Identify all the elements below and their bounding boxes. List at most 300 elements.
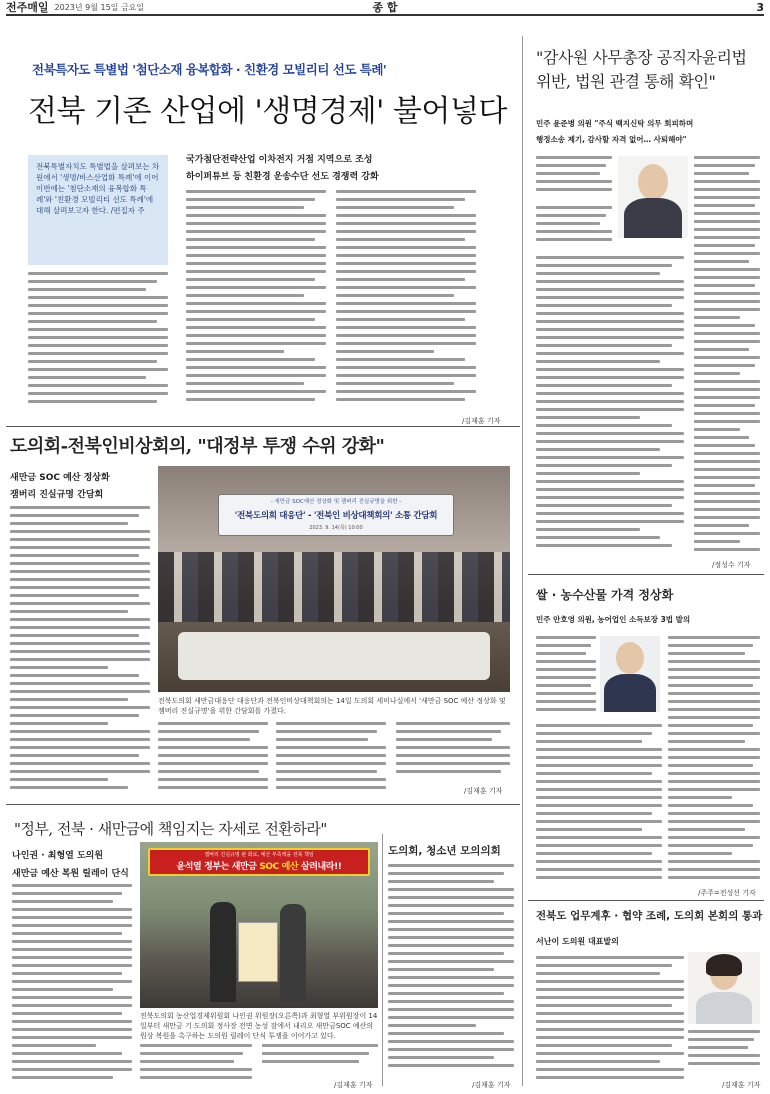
banner-highlight: SOC 예산 <box>259 862 299 872</box>
text-line <box>536 206 612 209</box>
text-line <box>10 634 139 637</box>
story7-body-col1 <box>536 956 684 1084</box>
text-line <box>536 528 640 531</box>
text-line <box>536 280 684 283</box>
text-line <box>694 452 760 455</box>
text-line <box>336 278 465 281</box>
masthead <box>6 0 764 16</box>
text-line <box>536 336 684 339</box>
text-line <box>186 254 326 257</box>
text-line <box>694 260 749 263</box>
text-line <box>10 626 150 629</box>
text-line <box>10 754 139 757</box>
text-line <box>668 812 760 815</box>
text-line <box>536 368 684 371</box>
text-line <box>536 448 660 451</box>
text-line <box>694 180 760 183</box>
text-line <box>668 692 760 695</box>
text-line <box>158 738 250 741</box>
text-line <box>186 206 304 209</box>
text-line <box>388 1064 514 1067</box>
story2-body-col3 <box>276 722 386 796</box>
text-line <box>694 324 755 327</box>
text-line <box>388 1000 514 1003</box>
text-line <box>276 754 386 757</box>
text-line <box>388 888 514 891</box>
text-line <box>10 538 150 541</box>
text-line <box>536 156 612 159</box>
text-line <box>388 1032 504 1035</box>
text-line <box>158 778 268 781</box>
text-line <box>694 484 755 487</box>
text-line <box>10 738 150 741</box>
text-line <box>12 948 132 951</box>
text-line <box>536 238 612 241</box>
text-line <box>536 988 684 991</box>
text-line <box>186 238 315 241</box>
text-line <box>276 746 386 749</box>
text-line <box>396 770 501 773</box>
text-line <box>336 350 434 353</box>
text-line <box>12 972 122 975</box>
text-line <box>10 714 139 717</box>
text-line <box>12 884 132 887</box>
text-line <box>536 264 672 267</box>
text-line <box>536 852 652 855</box>
text-line <box>10 554 139 557</box>
text-line <box>388 968 494 971</box>
text-line <box>10 658 150 661</box>
divider <box>528 574 764 575</box>
text-line <box>388 920 514 923</box>
text-line <box>694 164 755 167</box>
text-line <box>536 1052 684 1055</box>
text-line <box>10 698 128 701</box>
text-line <box>10 586 150 589</box>
text-line <box>12 996 132 999</box>
text-line <box>536 1036 684 1039</box>
text-line <box>536 1028 684 1031</box>
text-line <box>694 220 760 223</box>
text-line <box>536 836 662 839</box>
text-line <box>536 1076 684 1079</box>
protester-left <box>210 902 236 1002</box>
text-line <box>28 360 157 363</box>
text-line <box>694 212 760 215</box>
text-line <box>536 844 662 847</box>
text-line <box>158 746 268 749</box>
story2-meeting-photo <box>158 466 510 692</box>
text-line <box>388 1048 514 1051</box>
text-line <box>668 780 760 783</box>
text-line <box>12 908 132 911</box>
text-line <box>668 740 745 743</box>
text-line <box>336 206 454 209</box>
text-line <box>694 308 760 311</box>
text-line <box>12 932 122 935</box>
text-line <box>694 532 760 535</box>
text-line <box>186 302 326 305</box>
text-line <box>536 668 596 671</box>
text-line <box>396 754 510 757</box>
text-line <box>140 1052 243 1055</box>
text-line <box>12 956 132 959</box>
story7-body-col2 <box>688 1030 760 1074</box>
text-line <box>396 746 510 749</box>
text-line <box>388 960 514 963</box>
text-line <box>694 252 760 255</box>
text-line <box>536 488 684 491</box>
text-line <box>28 272 168 275</box>
text-line <box>536 876 662 879</box>
divider <box>6 426 520 427</box>
text-line <box>668 644 753 647</box>
text-line <box>536 636 596 639</box>
text-line <box>276 762 386 765</box>
text-line <box>694 508 760 511</box>
text-line <box>694 548 760 551</box>
text-line <box>536 1068 684 1071</box>
text-line <box>12 916 132 919</box>
text-line <box>12 1052 122 1055</box>
text-line <box>536 416 640 419</box>
text-line <box>10 594 139 597</box>
text-line <box>536 772 652 775</box>
text-line <box>536 504 672 507</box>
story2-byline: /김재훈 기자 <box>464 787 503 795</box>
text-line <box>694 516 760 519</box>
text-line <box>536 980 684 983</box>
portrait-face <box>616 642 644 674</box>
meeting-banner <box>218 494 454 536</box>
text-line <box>694 300 760 303</box>
text-line <box>158 770 259 773</box>
text-line <box>536 312 684 315</box>
issue-date: 2023년 9월 15일 금요일 <box>54 2 145 12</box>
text-line <box>668 788 760 791</box>
text-line <box>688 1030 760 1033</box>
divider <box>6 804 520 805</box>
text-line <box>536 512 684 515</box>
text-line <box>694 500 760 503</box>
text-line <box>668 668 760 671</box>
text-line <box>12 964 132 967</box>
text-line <box>158 722 268 725</box>
text-line <box>186 230 326 233</box>
text-line <box>536 692 596 695</box>
text-line <box>10 666 108 669</box>
story3-subhead-1: 나인권 · 최형열 도의원 <box>12 851 104 861</box>
text-line <box>536 1060 660 1063</box>
text-line <box>186 318 315 321</box>
text-line <box>668 764 753 767</box>
text-line <box>694 332 760 335</box>
text-line <box>276 778 386 781</box>
text-line <box>536 1020 684 1023</box>
banner-suffix: 살려내라!! <box>298 862 342 872</box>
text-line <box>336 318 465 321</box>
text-line <box>12 940 132 943</box>
story5-body-col1 <box>536 156 612 198</box>
text-line <box>336 302 476 305</box>
text-line <box>694 340 760 343</box>
text-line <box>186 222 326 225</box>
text-line <box>10 650 150 653</box>
text-line <box>10 778 108 781</box>
text-line <box>536 544 672 547</box>
text-line <box>12 924 132 927</box>
text-line <box>10 682 150 685</box>
divider <box>382 834 383 1086</box>
text-line <box>388 928 514 931</box>
text-line <box>186 334 326 337</box>
paper-name: 전주매일 <box>6 2 49 14</box>
text-line <box>536 424 672 427</box>
section-name: 종 합 <box>372 1 398 14</box>
text-line <box>262 1052 369 1055</box>
protest-sign <box>238 922 278 982</box>
text-line <box>694 436 749 439</box>
story1-body-col2 <box>186 190 326 412</box>
banner-prefix: 윤석열 정부는 새만금 <box>176 862 260 872</box>
text-line <box>694 396 760 399</box>
text-line <box>536 222 600 225</box>
text-line <box>396 738 492 741</box>
text-line <box>388 1056 494 1059</box>
text-line <box>186 262 326 265</box>
text-line <box>388 872 504 875</box>
text-line <box>536 796 662 799</box>
text-line <box>186 398 315 401</box>
text-line <box>10 690 150 693</box>
meeting-table <box>178 632 490 680</box>
text-line <box>10 730 150 733</box>
text-line <box>694 316 740 319</box>
protest-banner-main <box>150 859 368 872</box>
portrait-jacket <box>696 992 752 1024</box>
text-line <box>28 304 168 307</box>
story6-body-col1 <box>536 636 596 718</box>
text-line <box>186 190 326 193</box>
text-line <box>186 326 326 329</box>
page-number: 3 <box>756 0 764 14</box>
text-line <box>668 820 760 823</box>
text-line <box>336 238 465 241</box>
text-line <box>186 390 326 393</box>
text-line <box>158 754 268 757</box>
story1-summary-box: 전북특별자치도 특별법을 살펴보는 차원에서 '생명/바스산업화 특례'에 이어 이번에는 '첨단소재의 융복합화 특례'와 '친환경 모빌리티 선도 특례'에 대해 살펴보고자 한다. /편집자 주 <box>28 155 168 265</box>
text-line <box>536 804 662 807</box>
portrait-face <box>638 164 668 200</box>
text-line <box>396 762 510 765</box>
text-line <box>12 980 132 983</box>
story2-body-col2 <box>158 722 268 796</box>
text-line <box>140 1076 252 1079</box>
text-line <box>28 320 157 323</box>
text-line <box>28 384 168 387</box>
story6-subhead: 민주 안호영 의원, 농어업인 소득보장 3법 발의 <box>536 615 691 624</box>
text-line <box>12 1028 132 1031</box>
text-line <box>12 1068 132 1071</box>
text-line <box>388 1016 514 1019</box>
text-line <box>186 294 304 297</box>
text-line <box>28 296 168 299</box>
text-line <box>694 388 760 391</box>
text-line <box>28 344 168 347</box>
story4-headline: 도의회, 청소년 모의의회 <box>388 845 501 857</box>
text-line <box>336 310 476 313</box>
text-line <box>688 1054 760 1057</box>
text-line <box>536 684 591 687</box>
text-line <box>668 844 753 847</box>
text-line <box>536 740 642 743</box>
text-line <box>694 204 755 207</box>
text-line <box>336 294 454 297</box>
text-line <box>668 860 760 863</box>
text-line <box>388 1024 476 1027</box>
text-line <box>536 256 684 259</box>
text-line <box>276 722 386 725</box>
text-line <box>186 270 326 273</box>
text-line <box>668 876 760 879</box>
text-line <box>10 674 139 677</box>
text-line <box>10 706 150 709</box>
text-line <box>536 456 684 459</box>
text-line <box>694 268 760 271</box>
text-line <box>668 700 760 703</box>
story3-body-col2 <box>140 1044 252 1088</box>
story5-lawmaker-portrait <box>618 156 688 238</box>
text-line <box>396 722 510 725</box>
text-line <box>12 1044 96 1047</box>
text-line <box>694 372 740 375</box>
text-line <box>536 172 600 175</box>
text-line <box>694 460 760 463</box>
text-line <box>336 262 476 265</box>
text-line <box>28 280 157 283</box>
text-line <box>668 756 760 759</box>
text-line <box>536 764 662 767</box>
story1-kicker: 전북특자도 특별법 '첨단소재 융복합화 · 친환경 모빌리티 선도 특례' <box>32 62 387 77</box>
text-line <box>10 762 150 765</box>
story7-byline: /김재훈 기자 <box>722 1081 761 1089</box>
text-line <box>388 880 494 883</box>
text-line <box>10 578 150 581</box>
story3-byline: /김재훈 기자 <box>334 1081 373 1089</box>
text-line <box>10 770 150 773</box>
text-line <box>694 188 760 191</box>
text-line <box>536 828 642 831</box>
text-line <box>668 748 760 751</box>
text-line <box>536 440 684 443</box>
text-line <box>12 1036 132 1039</box>
text-line <box>536 644 591 647</box>
text-line <box>536 964 672 967</box>
text-line <box>12 1004 132 1007</box>
text-line <box>388 904 514 907</box>
text-line <box>186 374 326 377</box>
text-line <box>536 376 684 379</box>
text-line <box>694 364 755 367</box>
text-line <box>694 228 760 231</box>
text-line <box>536 188 612 191</box>
text-line <box>536 164 606 167</box>
text-line <box>694 380 760 383</box>
text-line <box>536 788 662 791</box>
text-line <box>10 746 150 749</box>
text-line <box>28 368 168 371</box>
text-line <box>536 1004 672 1007</box>
text-line <box>336 190 476 193</box>
text-line <box>12 988 113 991</box>
text-line <box>186 246 326 249</box>
text-line <box>10 546 150 549</box>
text-line <box>158 762 268 765</box>
text-line <box>536 296 684 299</box>
text-line <box>28 336 168 339</box>
text-line <box>276 730 377 733</box>
portrait-suit <box>604 674 656 712</box>
text-line <box>536 480 684 483</box>
text-line <box>536 724 662 727</box>
story1-headline: 전북 기존 산업에 '생명경제' 불어넣다 <box>28 94 507 129</box>
meeting-attendees <box>158 552 510 622</box>
story5-body-col1b <box>536 206 612 250</box>
text-line <box>536 432 684 435</box>
text-line <box>336 214 476 217</box>
text-line <box>668 836 760 839</box>
text-line <box>396 730 501 733</box>
text-line <box>12 900 113 903</box>
text-line <box>12 1060 132 1063</box>
text-line <box>262 1044 378 1047</box>
text-line <box>668 636 760 639</box>
text-line <box>186 198 315 201</box>
text-line <box>336 334 476 337</box>
text-line <box>536 214 606 217</box>
story3-body-col1 <box>12 884 132 1084</box>
story2-headline: 도의회-전북인비상회의, "대정부 투쟁 수위 강화" <box>10 436 385 457</box>
text-line <box>10 506 150 509</box>
text-line <box>388 952 504 955</box>
protest-banner-top: 잼버리 진실규명 완 화로, 예산 부족액을 전북 책임 <box>204 852 314 858</box>
text-line <box>28 312 168 315</box>
portrait-hair <box>706 954 742 976</box>
text-line <box>12 1020 132 1023</box>
story3-subhead-2: 새만금 예산 복원 릴레이 단식 <box>12 869 129 879</box>
story1-byline: /김재훈 기자 <box>462 417 501 425</box>
text-line <box>336 198 465 201</box>
text-line <box>668 716 760 719</box>
text-line <box>668 828 745 831</box>
text-line <box>10 722 108 725</box>
story1-body-col3 <box>336 190 476 412</box>
text-line <box>28 288 146 291</box>
text-line <box>694 276 760 279</box>
text-line <box>688 1038 754 1041</box>
text-line <box>694 156 760 159</box>
story4-body <box>388 864 514 1074</box>
text-line <box>536 344 672 347</box>
text-line <box>694 244 755 247</box>
text-line <box>536 1044 672 1047</box>
text-line <box>668 684 753 687</box>
text-line <box>388 896 514 899</box>
text-line <box>536 956 684 959</box>
text-line <box>694 284 755 287</box>
text-line <box>536 352 684 355</box>
text-line <box>336 326 476 329</box>
